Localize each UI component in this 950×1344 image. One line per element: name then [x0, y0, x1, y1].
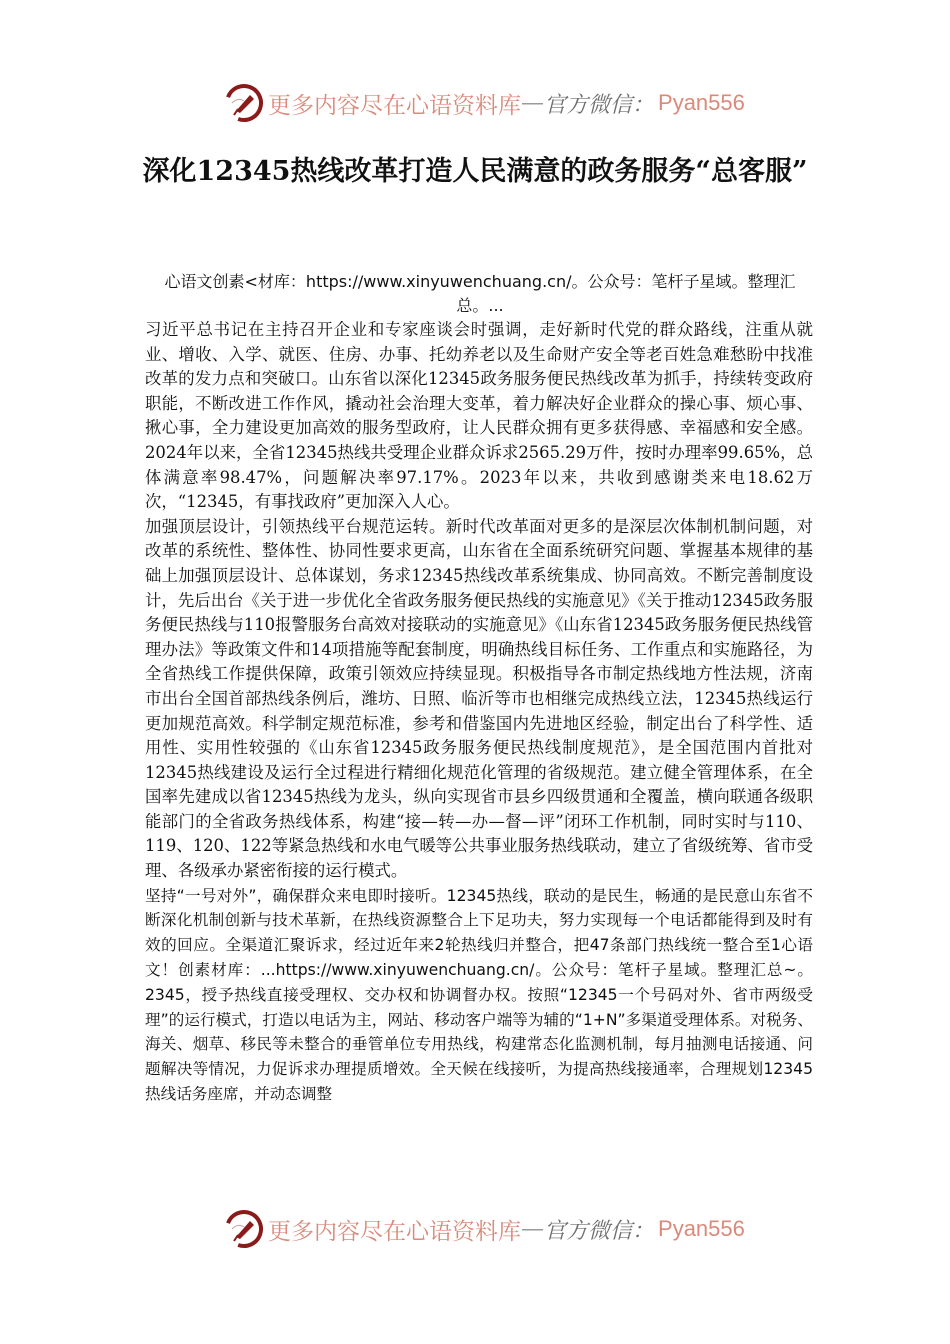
watermark-brand-text: 更多内容尽在心语资料库 [268, 92, 521, 119]
quill-pen-logo-icon [224, 1209, 264, 1249]
watermark-wechat-label: 官方微信： [544, 92, 655, 118]
paragraph-intro: 习近平总书记在主持召开企业和专家座谈会时强调，走好新时代党的群众路线，注重从就业、增收、入学、就医、住房、办事、托幼养老以及生命财产安全等老百姓急难愁盼中找准改革的发力点和突破口。山东省以深化12345政务服务便民热线改革为抓手，持续转变政府职能，不断改进工作作风，撬动社会治理大变革，着力解决好企业群众的操心事、烦心事、揪心事，全力建设更加高效的服务型政府，让人民群众拥有更多获得感、幸福感和安全感。2024年以来，全省12345热线共受理企业群众诉求2565.29万件，按时办理率99.65%，总体满意率98.47%，问题解决率97.17%。2023年以来，共收到感谢类来电18.62万次，“12345，有事找政府”更加深入人心。 [145, 320, 813, 512]
footer-watermark-banner [224, 1206, 745, 1252]
source-line: 心语文创素<材库：https://www.xinyuwenchuang.cn/。公众号：笔杆子星域。整理汇总。... [164, 272, 796, 315]
watermark-brand-text: 更多内容尽在心语资料库 [268, 1218, 521, 1245]
header-watermark-banner [224, 80, 745, 126]
watermark-wechat-label: 官方微信： [544, 1218, 655, 1244]
watermark-separator: — [521, 90, 544, 116]
watermark-wechat-id: Pyan556 [658, 90, 745, 115]
quill-pen-logo-icon [224, 83, 264, 123]
document-body [145, 318, 813, 1107]
paragraph-top-level-design: 加强顶层设计，引领热线平台规范运转。新时代改革面对更多的是深层次体制机制问题，对改革的系统性、整体性、协同性要求更高，山东省在全面系统研究问题、掌握基本规律的基础上加强顶层设计、总体谋划，务求12345热线改革系统集成、协同高效。不断完善制度设计，先后出台《关于进一步优化全省政务服务便民热线的实施意见》《关于推动12345政务服务便民热线与110报警服务台高效对接联动的实施意见》《山东省12345政务服务便民热线管理办法》等政策文件和14项措施等配套制度，明确热线目标任务、工作重点和实施路径，为全省热线工作提供保障，政策引领效应持续显现。积极指导各市制定热线地方性法规，济南市出台全国首部热线条例后，潍坊、日照、临沂等市也相继完成热线立法，12345热线运行更加规范高效。科学制定规范标准，参考和借鉴国内先进地区经验，制定出台了科学性、适用性、实用性较强的《山东省12345政务服务便民热线制度规范》，是全国范围内首批对12345热线建设及运行全过程进行精细化规范化管理的省级规范。建立健全管理体系，在全国率先建成以省12345热线为龙头，纵向实现省市县乡四级贯通和全覆盖，横向联通各级职能部门的全省政务热线体系，构建“接—转—办—督—评”闭环工作机制，同时实时与110、119、120、122等紧急热线和水电气暖等公共事业服务热线联动，建立了省级统筹、省市受理、各级承办紧密衔接的运行模式。 [145, 516, 813, 881]
paragraph-one-number: 坚持“一号对外”，确保群众来电即时接听。12345热线，联动的是民生，畅通的是民意山东省不断深化机制创新与技术革新，在热线资源整合上下足功夫，努力实现每一个电话都能得到及时有效的回应。全渠道汇聚诉求，经过近年来2轮热线归并整合，把47条部门热线统一整合至1心语文！创素材库：...https://www.xinyuwenchuang.cn/。公众号：笔杆子星域。整理汇总~。2345，授予热线直接受理权、交办权和协调督办权。按照“12345一个号码对外、省市两级受理”的运行模式，打造以电话为主，网站、移动客户端等为辅的“1+N”多渠道受理体系。对税务、海关、烟草、移民等未整合的垂管单位专用热线，构建常态化监测机制，每月抽测电话接通、问题解决等情况，力促诉求办理提质增效。全天候在线接听，为提高热线接通率，合理规划12345热线话务座席，并动态调整 [145, 886, 813, 1104]
document-title: 深化12345热线改革打造人民满意的政务服务“总客服” [142, 156, 808, 187]
watermark-wechat-id: Pyan556 [658, 1216, 745, 1241]
watermark-separator: — [521, 1216, 544, 1242]
